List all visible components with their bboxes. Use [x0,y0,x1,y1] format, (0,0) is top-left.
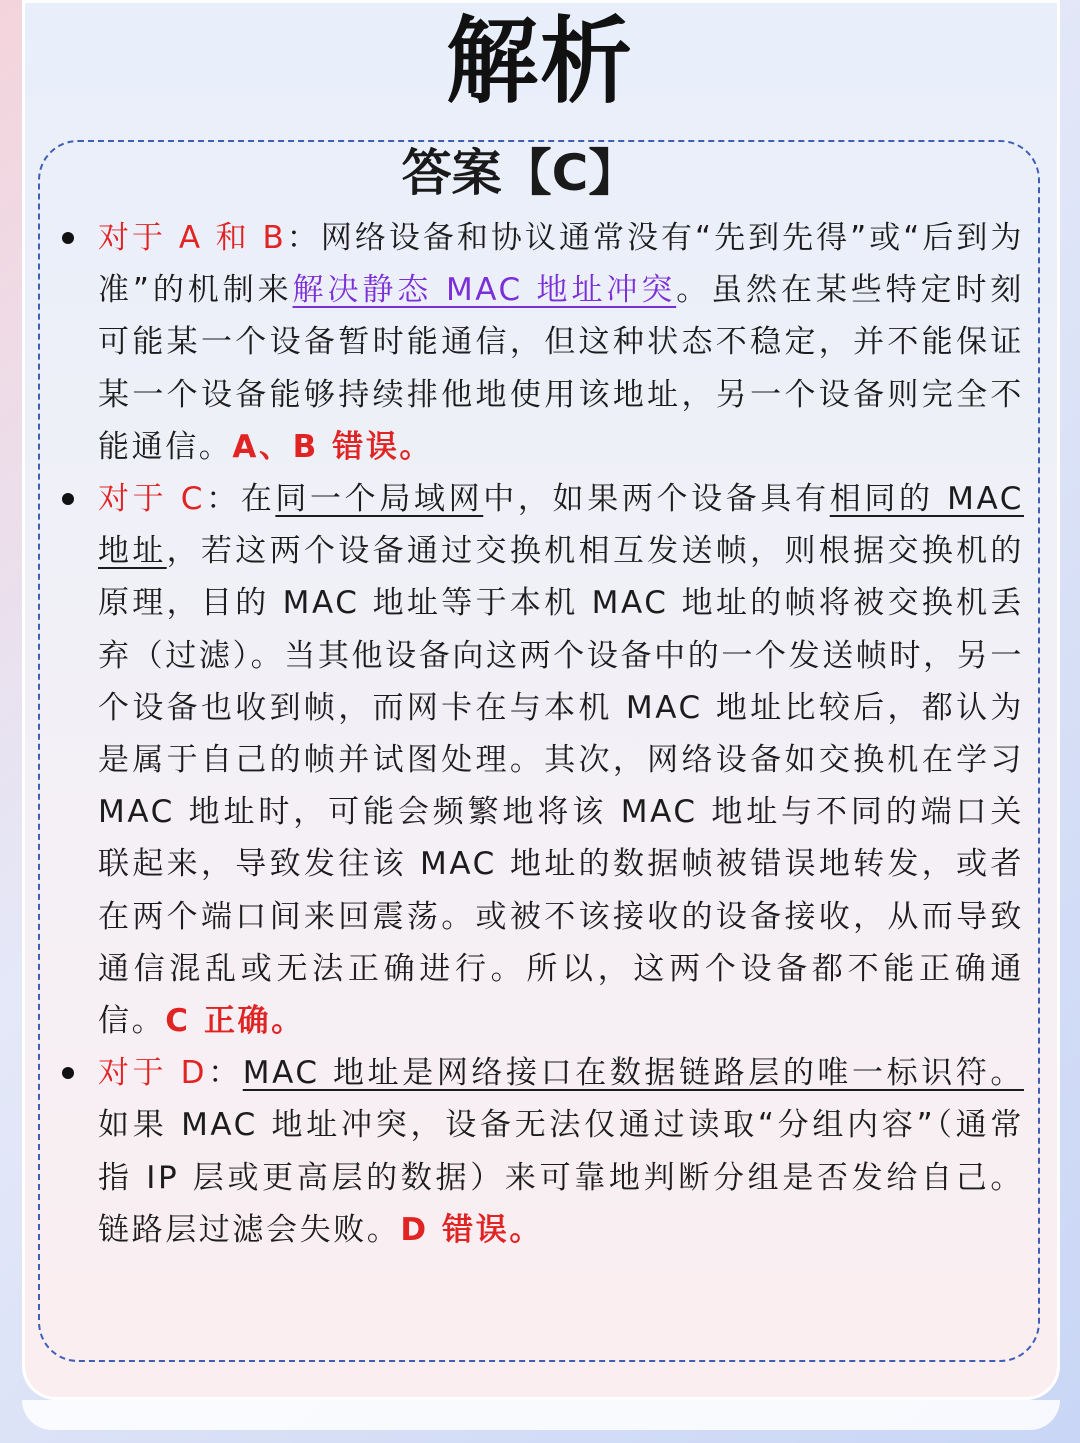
item-colon: ：在 [205,481,276,518]
item-colon: ： [286,220,321,256]
underlined-text: 同一个局域网 [275,481,484,518]
analysis-item-d [98,1047,1024,1256]
item-text: 中，如果两个设备具有 [483,481,830,518]
analysis-content [98,212,1024,1256]
highlight-link-text: 解决静态 MAC 地址冲突 [292,272,677,309]
item-text: 网络设备和协议通常没有“先到先得”或“后到为准”的机制来 [98,220,1024,309]
analysis-item-ab [98,212,1024,473]
item-text: ，若这两个设备通过交换机相互发送帧，则根据交换机的原理，目的 MAC 地址等于本机 MAC 地址的帧将被交换机丢弃（过滤）。当其他设备向这两个设备中的一个发送帧时，另一个设备也收到帧，而网卡在与本机 MAC 地址比较后，都认为是属于自己的帧并试图处理。其次，网络设备如交换机在学习 MAC 地址时，可能会频繁地将该 MAC 地址与不同的端口关联起来，导致发往该 MAC 地址的数据帧被错误地转发，或者在两个端口间来回震荡。或被不该接收的设备接收，从而导致通信混乱或无法正确进行。所以，这两个设备都不能正确通信。 [98,533,1025,1040]
analysis-item-c [98,473,1024,1047]
item-verdict: A、B 错误。 [232,428,434,465]
item-verdict: C 正确。 [165,1003,305,1040]
item-colon: ： [207,1055,243,1092]
underlined-text: MAC 地址是网络接口在数据链路层的唯一标识符。 [242,1055,1025,1092]
item-text: 如果 MAC 地址冲突，设备无法仅通过读取“分组内容”（通常指 IP 层或更高层的数据）来可靠地判断分组是否发给自己。链路层过滤会失败。 [98,1107,1024,1248]
item-lead: 对于 D [98,1055,208,1092]
answer-title: 答案【C】 [401,144,639,202]
underlined-text: 相同的 MAC 地址 [98,481,1025,570]
item-text: 。虽然在某些特定时刻可能某一个设备暂时能通信，但这种状态不稳定，并不能保证某一个设备能够持续排他地使用该地址，另一个设备则完全不能通信。 [98,272,1024,465]
item-lead: 对于 A 和 B [98,220,287,256]
card-bottom-strip [22,1400,1060,1430]
item-lead: 对于 C [98,481,206,518]
page-title: 解析 [445,6,634,117]
bullet-dot-icon [62,493,74,505]
item-verdict: D 错误。 [400,1211,543,1248]
bullet-dot-icon [62,232,74,244]
